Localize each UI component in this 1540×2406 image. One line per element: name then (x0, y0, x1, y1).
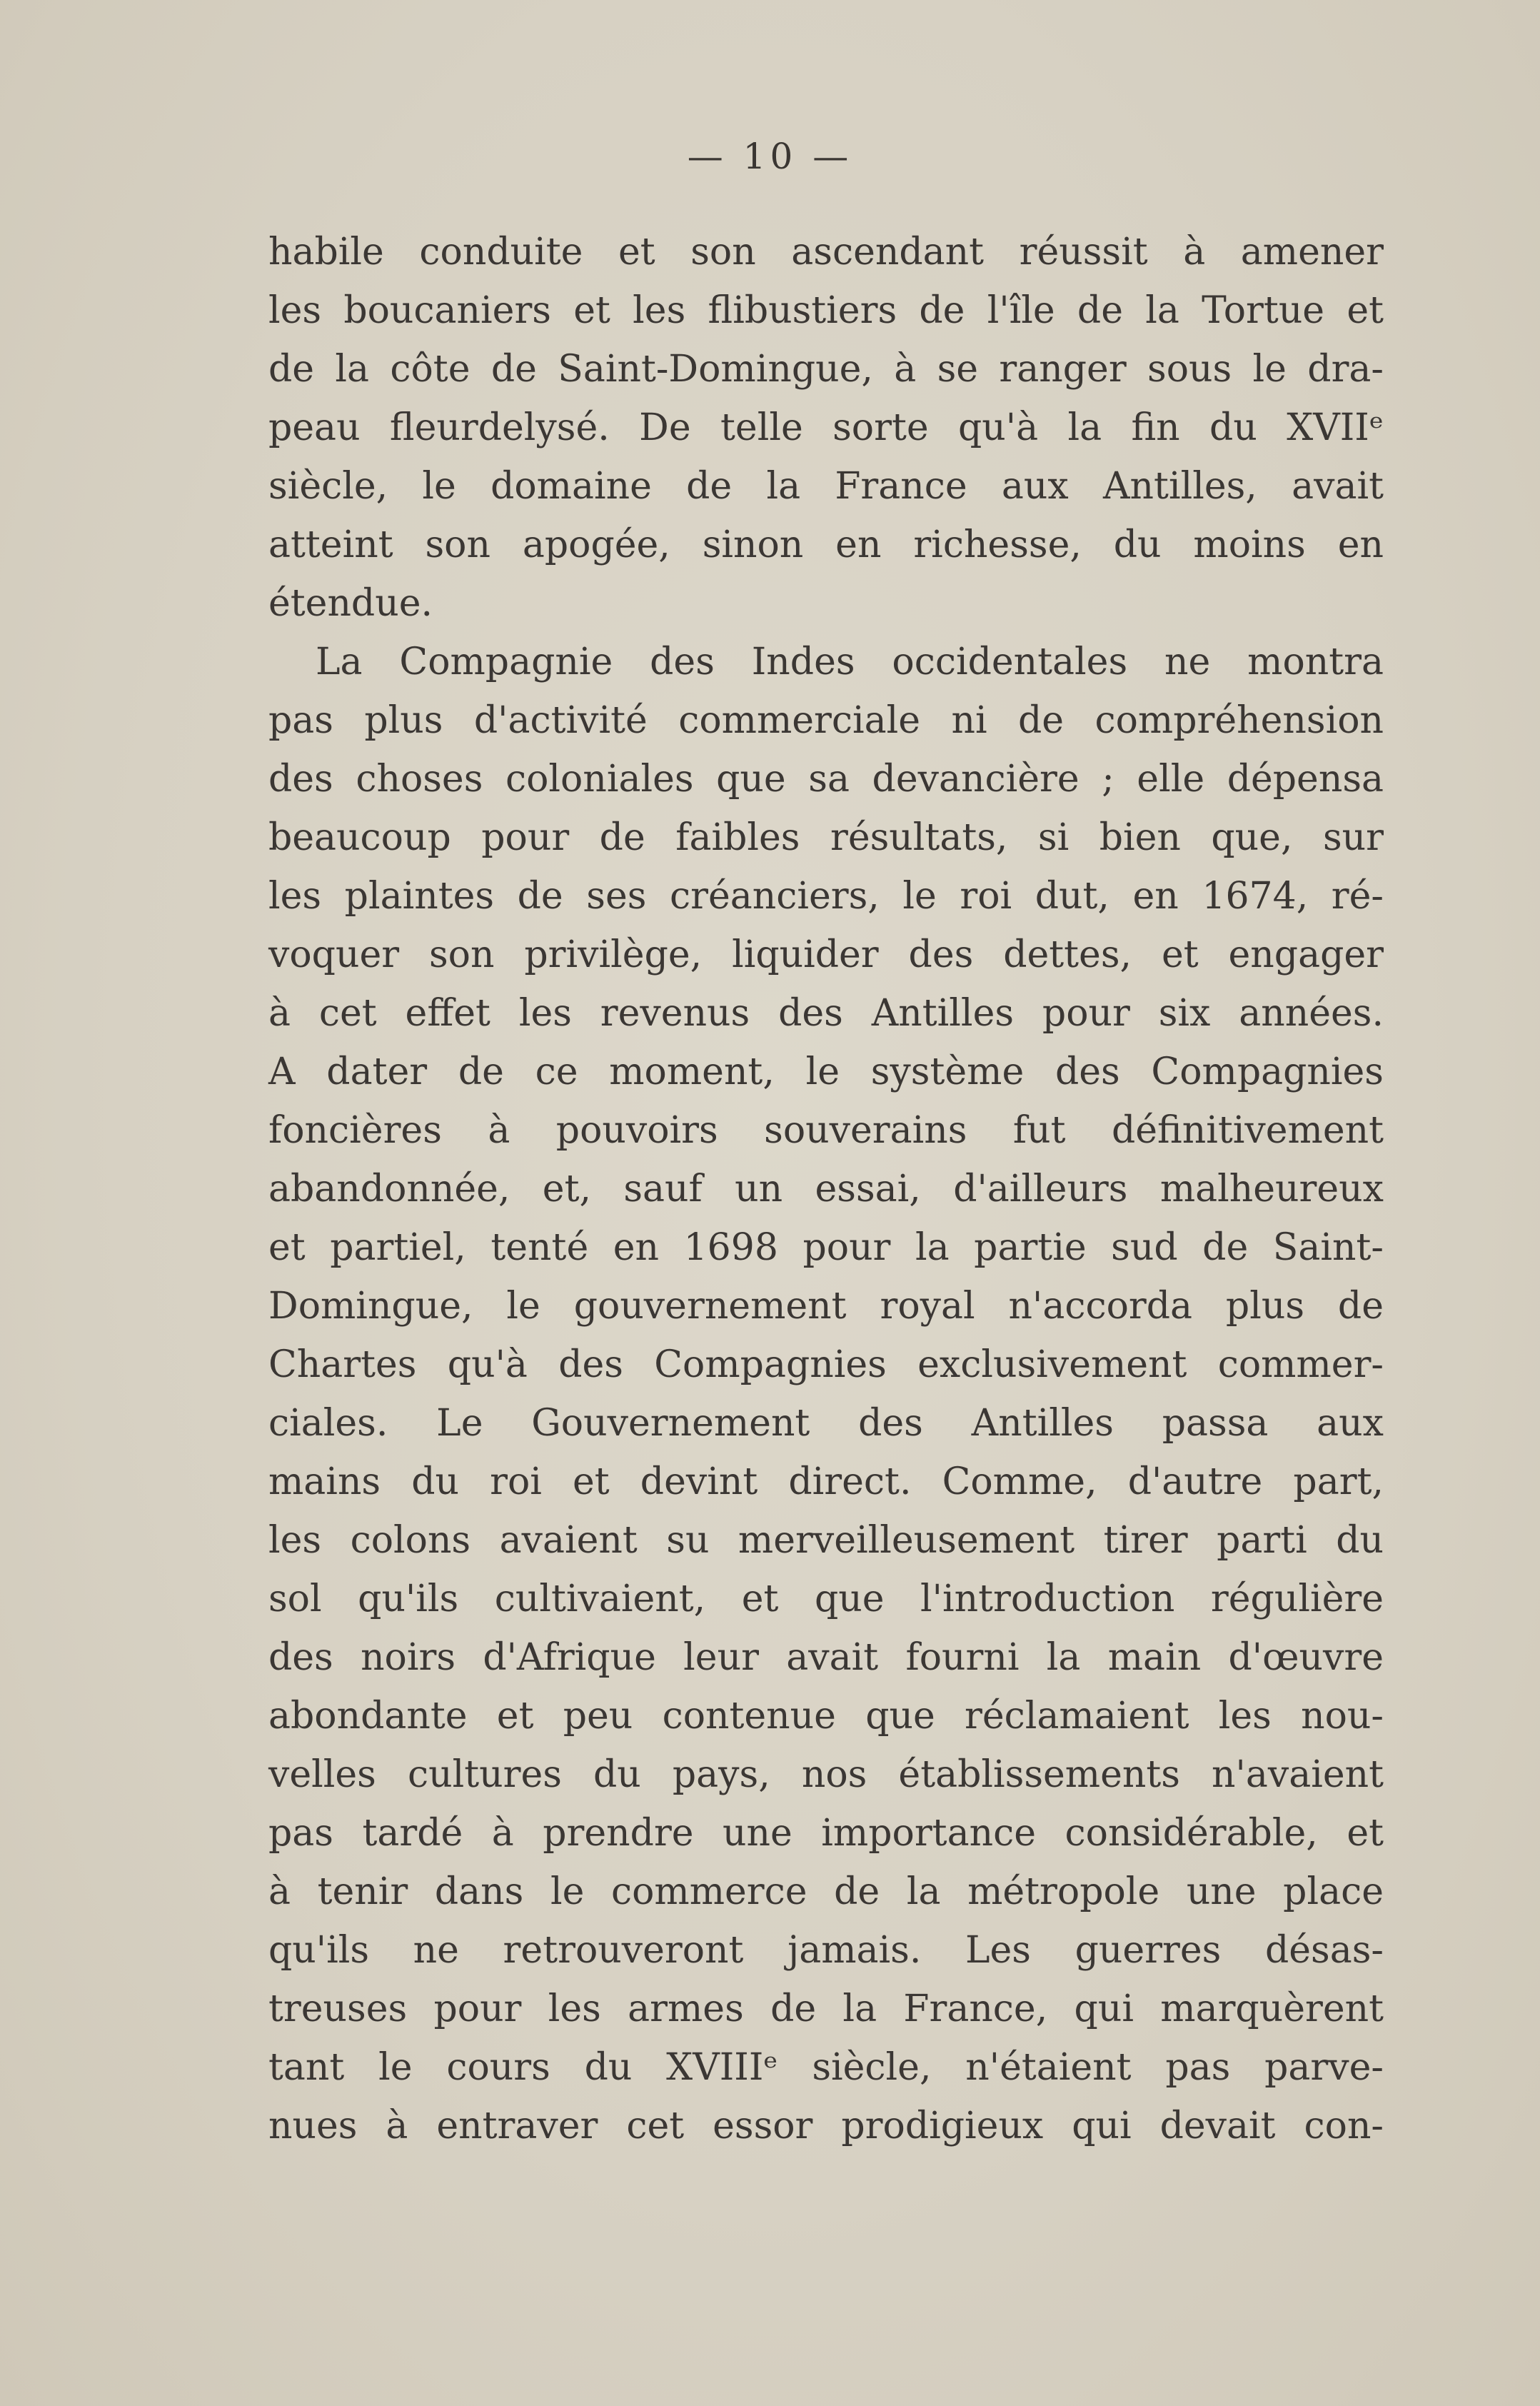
text-line: treuses pour les armes de la France, qui marquèrent (268, 1988, 1384, 2030)
text-line: pas tardé à prendre une importance considérable, et (268, 1812, 1384, 1855)
text-line: à cet effet les revenus des Antilles pour six années. (268, 992, 1384, 1035)
text-line: Domingue, le gouvernement royal n'accorda plus de (268, 1285, 1384, 1328)
text-line: des choses coloniales que sa devancière ; elle dépensa (268, 758, 1384, 801)
text-line: de la côte de Saint-Domingue, à se ranger sous le dra- (268, 348, 1384, 391)
text-line: mains du roi et devint direct. Comme, d'autre part, (268, 1460, 1384, 1503)
text-line: ciales. Le Gouvernement des Antilles passa aux (268, 1402, 1384, 1445)
text-line: habile conduite et son ascendant réussit à amener (268, 231, 1384, 274)
text-line: des noirs d'Afrique leur avait fourni la main d'œuvre (268, 1636, 1384, 1679)
text-line: atteint son apogée, sinon en richesse, du moins en (268, 523, 1384, 566)
body-text (268, 223, 1384, 2155)
text-line: voquer son privilège, liquider des dettes, et engager (268, 933, 1384, 976)
text-line: velles cultures du pays, nos établissements n'avaient (268, 1753, 1384, 1796)
text-line: les colons avaient su merveilleusement tirer parti du (268, 1519, 1384, 1562)
text-line: les boucaniers et les flibustiers de l'île de la Tortue et (268, 289, 1384, 332)
text-line: A dater de ce moment, le système des Compagnies (268, 1051, 1384, 1093)
text-line: qu'ils ne retrouveront jamais. Les guerres désas- (268, 1929, 1384, 1972)
text-line: siècle, le domaine de la France aux Antilles, avait (268, 465, 1384, 508)
text-line: les plaintes de ses créanciers, le roi dut, en 1674, ré- (268, 875, 1384, 918)
text-line: La Compagnie des Indes occidentales ne montra (316, 641, 1384, 683)
page-number: — 10 — (687, 136, 853, 177)
text-line: à tenir dans le commerce de la métropole une place (268, 1870, 1384, 1913)
text-line: étendue. (268, 582, 433, 625)
text-line: Chartes qu'à des Compagnies exclusivement commer- (268, 1343, 1384, 1386)
text-line: tant le cours du XVIIIᵉ siècle, n'étaient pas parve- (268, 2046, 1384, 2089)
text-line: pas plus d'activité commerciale ni de compréhension (268, 699, 1384, 742)
text-line: peau fleurdelysé. De telle sorte qu'à la fin du XVIIᵉ (268, 406, 1384, 449)
text-line: abondante et peu contenue que réclamaient les nou- (268, 1695, 1384, 1738)
text-line: abandonnée, et, sauf un essai, d'ailleurs malheureux (268, 1168, 1384, 1210)
text-line: foncières à pouvoirs souverains fut définitivement (268, 1109, 1384, 1152)
text-line: nues à entraver cet essor prodigieux qui devait con- (268, 2105, 1384, 2147)
text-line: beaucoup pour de faibles résultats, si bien que, sur (268, 816, 1384, 859)
text-line: sol qu'ils cultivaient, et que l'introduction régulière (268, 1578, 1384, 1620)
text-line: et partiel, tenté en 1698 pour la partie sud de Saint- (268, 1226, 1384, 1269)
